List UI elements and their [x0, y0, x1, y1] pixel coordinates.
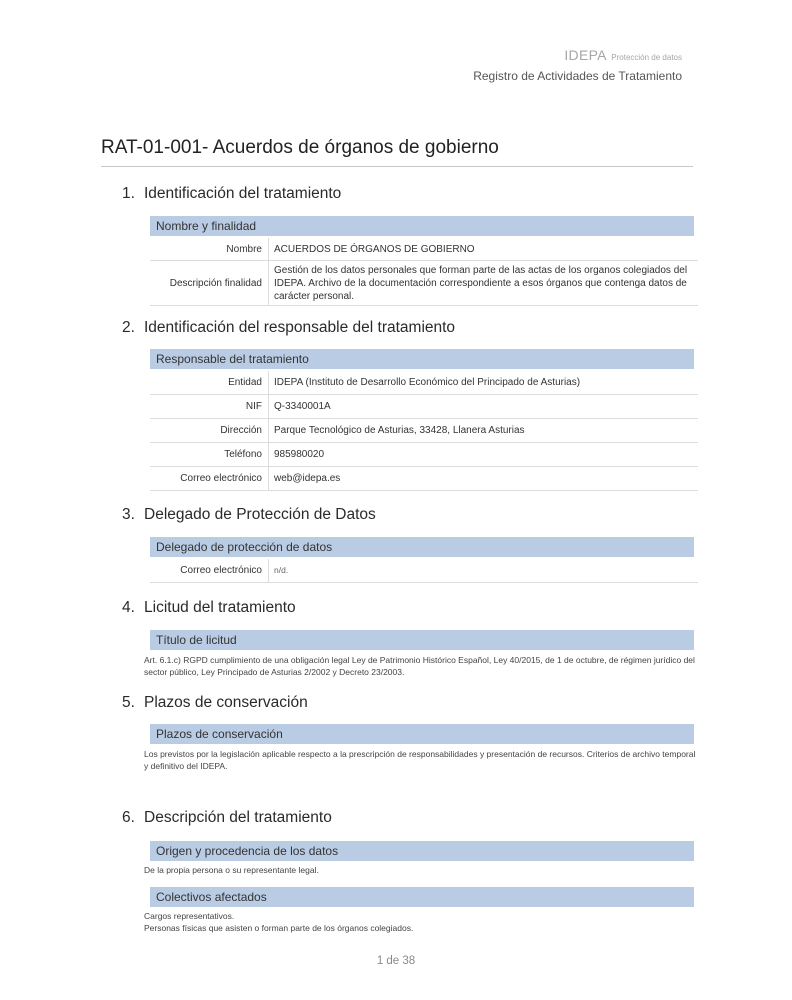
section-title: Plazos de conservación [144, 694, 308, 711]
table-row [150, 261, 698, 306]
section-number: 3. [122, 506, 135, 523]
table-row [150, 238, 698, 261]
section-2-table [150, 371, 698, 491]
section-2-band: Responsable del tratamiento [150, 349, 694, 369]
header-subtitle: Registro de Actividades de Tratamiento [473, 69, 682, 83]
section-number: 5. [122, 694, 135, 711]
section-3-table [150, 559, 698, 583]
row-value: ACUERDOS DE ÓRGANOS DE GOBIERNO [274, 243, 475, 255]
header-org-line [473, 46, 682, 67]
row-label: Entidad [150, 371, 269, 394]
header-org: IDEPA [564, 47, 607, 63]
row-value: 985980020 [274, 449, 325, 460]
table-row [150, 371, 698, 395]
row-label: Correo electrónico [150, 467, 269, 490]
row-value: n/d. [274, 565, 289, 575]
email-link[interactable]: web@idepa.es [274, 473, 341, 484]
table-row [150, 419, 698, 443]
section-title: Delegado de Protección de Datos [144, 506, 376, 523]
section-5-heading [122, 694, 308, 712]
section-4-band: Título de licitud [150, 630, 694, 650]
header-org-sub: Protección de datos [611, 53, 682, 62]
row-value: Parque Tecnológico de Asturias, 33428, Llanera Asturias [274, 425, 525, 436]
section-6-origin-text: De la propia persona o su representante legal. [144, 865, 319, 875]
row-label: Dirección [150, 419, 269, 442]
section-title: Identificación del responsable del tratamiento [144, 319, 456, 336]
section-number: 2. [122, 319, 135, 336]
section-6-collectives-text [144, 910, 696, 934]
row-label: Descripción finalidad [150, 261, 269, 305]
section-6-heading [122, 809, 332, 827]
row-label: NIF [150, 395, 269, 418]
page-header [473, 46, 682, 83]
section-2-heading [122, 319, 455, 337]
table-row [150, 559, 698, 583]
section-1-band: Nombre y finalidad [150, 216, 694, 236]
table-row [150, 443, 698, 467]
section-number: 1. [122, 185, 135, 202]
row-label: Nombre [150, 238, 269, 260]
collective-item: Personas físicas que asisten o forman parte de los órganos colegiados. [144, 923, 414, 933]
section-6-band-origin: Origen y procedencia de los datos [150, 841, 694, 861]
section-4-heading [122, 599, 296, 617]
row-value: IDEPA (Instituto de Desarrollo Económico del Principado de Asturias) [274, 377, 581, 388]
section-3-band: Delegado de protección de datos [150, 537, 694, 557]
section-title: Identificación del tratamiento [144, 185, 342, 202]
section-1-heading [122, 185, 341, 203]
section-number: 6. [122, 809, 135, 826]
section-3-heading [122, 506, 376, 524]
collective-item: Cargos representativos. [144, 911, 235, 921]
table-row [150, 467, 698, 491]
page-number: 1 de 38 [376, 955, 416, 967]
section-5-band: Plazos de conservación [150, 724, 694, 744]
section-5-text: Los previstos por la legislación aplicable respecto a la prescripción de responsabilidades y presentación de recursos. Criterios de archivo temporal y definitivo del IDEPA. [144, 749, 696, 771]
section-title: Descripción del tratamiento [144, 809, 332, 826]
row-value: Q-3340001A [274, 401, 331, 412]
table-row [150, 395, 698, 419]
section-1-table [150, 238, 698, 306]
section-number: 4. [122, 599, 135, 616]
row-label: Correo electrónico [150, 559, 269, 582]
section-4-text: Art. 6.1.c) RGPD cumplimiento de una obligación legal Ley de Patrimonio Histórico Español, Ley 40/2015, de 1 de octubre, de régimen jurídico del sector público, Ley Principado de Asturias 2/2002 y Decreto 23/2003. [144, 655, 695, 677]
section-6-band-collectives: Colectivos afectados [150, 887, 694, 907]
section-title: Licitud del tratamiento [144, 599, 296, 616]
row-value: Gestión de los datos personales que forman parte de las actas de los organos colegiados del IDEPA. Archivo de la documentación correspondiente a esos órganos que contenga datos de carácter personal. [274, 264, 688, 302]
row-label: Teléfono [150, 443, 269, 466]
document-title: RAT-01-001- Acuerdos de órganos de gobierno [101, 137, 693, 167]
